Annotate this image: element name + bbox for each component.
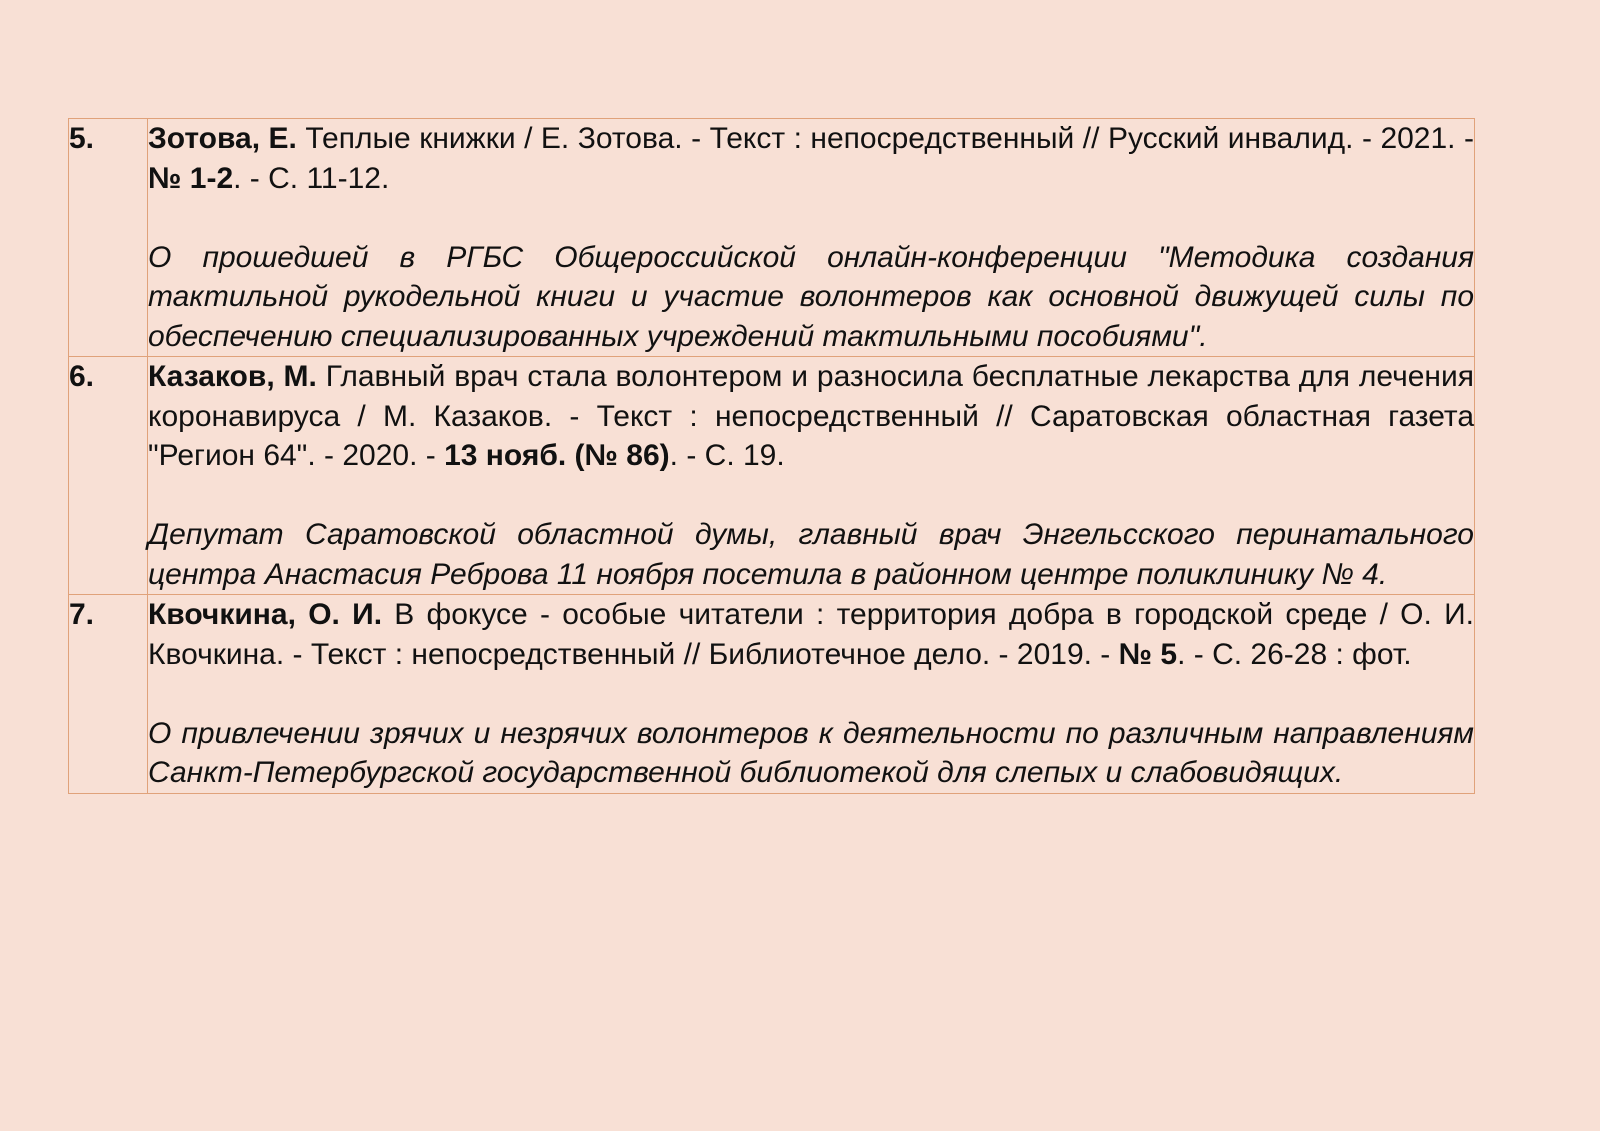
citation <box>148 357 1474 476</box>
entry-number: 5. <box>69 119 148 357</box>
entry-content <box>148 119 1475 357</box>
table-row <box>69 595 1475 794</box>
issue-number: № 5 <box>1118 637 1178 671</box>
annotation: О привлечении зрячих и незрячих волонтеров к деятельности по различным направлениям Санкт-Петербургской государственной библиотекой для слепых и слабовидящих. <box>148 716 1474 789</box>
citation-text: Главный врач стала волонтером и разносила бесплатные лекарства для лечения коронавируса / М. Казаков. - Текст : непосредственный // Саратовская областная газета "Регион 64". - 2020. - <box>148 360 1475 472</box>
entry-content <box>148 357 1475 595</box>
citation-pages: . - С. 26-28 : фот. <box>1177 637 1412 671</box>
citation-text: Теплые книжки / Е. Зотова. - Текст : непосредственный // Русский инвалид. - 2021. - <box>296 122 1474 155</box>
author-name: Казаков, М. <box>148 360 317 393</box>
issue-number: № 1-2 <box>148 161 234 195</box>
entry-number: 6. <box>69 357 148 595</box>
citation <box>148 595 1474 674</box>
issue-number: 13 нояб. (№ 86) <box>444 439 670 472</box>
entry-content <box>148 595 1475 794</box>
citation-text: В фокусе - особые читатели : территория добра в городской среде / О. И. Квочкина. - Текст : непосредственный // Библиотечное дело. - 2019. - <box>148 598 1474 671</box>
table-row <box>69 357 1475 595</box>
annotation: Депутат Саратовской областной думы, главный врач Энгельсского перинатального центра Анастасия Реброва 11 ноября посетила в районном центре поликлинику № 4. <box>148 518 1474 591</box>
table-row <box>69 119 1475 357</box>
entry-number: 7. <box>69 595 148 794</box>
bibliography-table <box>68 118 1475 794</box>
author-name: Квочкина, О. И. <box>148 598 383 631</box>
author-name: Зотова, Е. <box>148 122 297 155</box>
annotation: О прошедшей в РГБС Общероссийской онлайн-конференции "Методика создания тактильной рукодельной книги и участие волонтеров как основной движущей силы по обеспечению специализированных учреждений тактильными пособиями". <box>148 240 1474 353</box>
citation-pages: . - С. 11-12. <box>233 161 390 195</box>
citation-pages: . - С. 19. <box>669 439 785 472</box>
citation <box>148 119 1474 198</box>
